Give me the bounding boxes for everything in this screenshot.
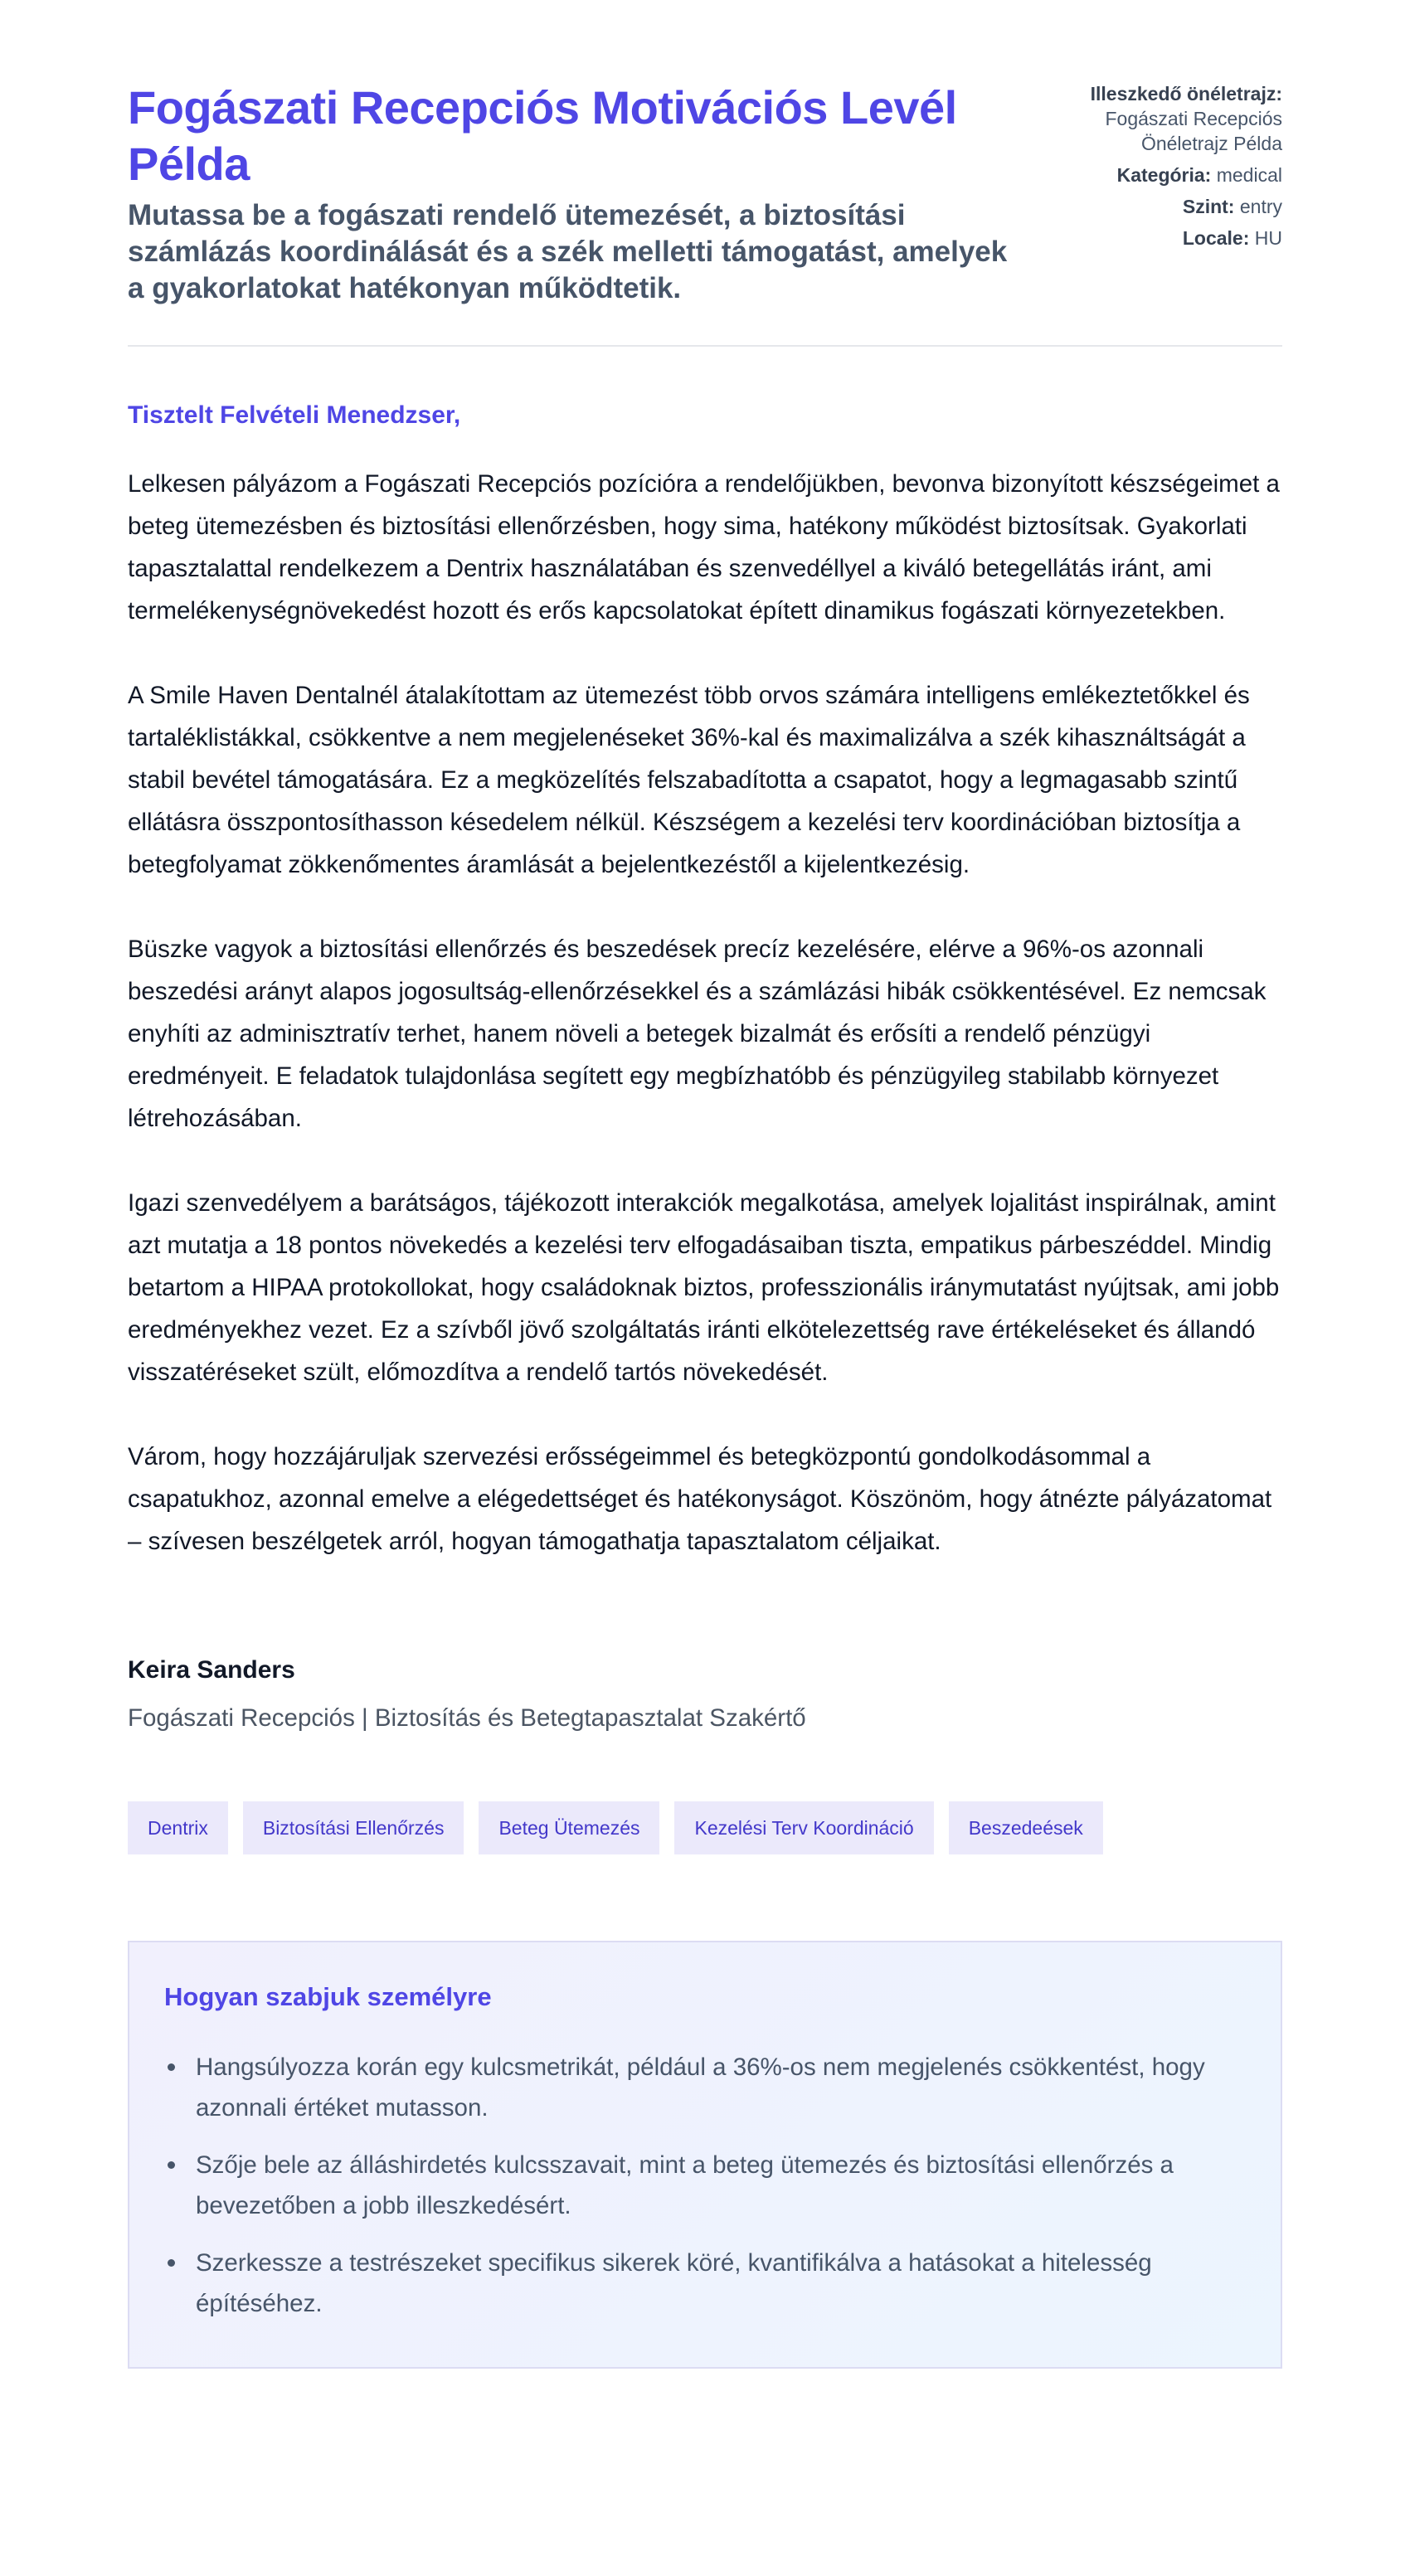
meta-info — [1033, 80, 1282, 257]
letter-paragraph: Büszke vagyok a biztosítási ellenőrzés és beszedések precíz kezelésére, elérve a 96%-os azonnali beszedési arányt alapos jogosultság-ellenőrzésekkel és a számlázási hibák csökkentésével. Ez nemcsak enyhíti az adminisztratív terhet, hanem növeli a betegek bizalmát és erősíti a rendelő pénzügyi eredményeit. E feladatok tulajdonlása segített egy megbízhatóbb és pénzügyileg stabilabb környezet létrehozásában. — [128, 936, 1267, 1132]
bullet-icon — [168, 2259, 175, 2267]
header-titles — [128, 80, 1023, 307]
letter-paragraph: Igazi szenvedélyem a barátságos, tájékozott interakciók megalkotása, amelyek lojalitást inspirálnak, amint azt mutatja a 18 pontos növekedés a kezelési terv elfogadásaiban tiszta, empatikus párbeszéddel. Mindig betartom a HIPAA protokollokat, hogy családoknak biztos, professzionális iránymutatást nyújtsak, ami jobb eredményekhez vezet. Ez a szívből jövő szolgáltatás iránti elkötelezettség rave értékeléseket és állandó visszatéréseket szült, előmozdítva a rendelő tartós növekedését. — [128, 1189, 1280, 1386]
signature-block — [128, 1654, 1282, 1735]
letter-paragraph: A Smile Haven Dentalnél átalakítottam az ütemezést több orvos számára intelligens emlékeztetőkkel és tartaléklistákkal, csökkentve a nem megjelenéseket 36%-kal és maximalizálva a szék kihasználtságát a stabil bevétel támogatására. Ez a megközelítés felszabadította a csapatot, hogy a legmagasabb szintű ellátásra összpontosíthasson késedelem nélkül. Készségem a kezelési terv koordinációban biztosítja a betegfolyamat zökkenőmentes áramlását a bejelentkezéstől a kijelentkezésig. — [128, 682, 1250, 878]
meta-level-value: entry — [1239, 196, 1282, 217]
skill-tag: Beszedeések — [949, 1801, 1103, 1854]
bullet-icon — [168, 2063, 175, 2071]
signature-title: Fogászati Recepciós | Biztosítás és Betegtapasztalat Szakértő — [128, 1704, 806, 1732]
meta-level — [1033, 194, 1282, 219]
letter-paragraph: Lelkesen pályázom a Fogászati Recepciós pozícióra a rendelőjükben, bevonva bizonyított készségeimet a beteg ütemezésben és biztosítási ellenőrzésben, hogy sima, hatékony működést biztosítsak. Gyakorlati tapasztalattal rendelkezem a Dentrix használatában és szenvedéllyel a kiváló betegellátás iránt, ami termelékenységnövekedést hozott és erős kapcsolatokat épített dinamikus fogászati környezetekben. — [128, 470, 1280, 625]
salutation: Tisztelt Felvételi Menedzser, — [128, 401, 461, 429]
tip-text: Hangsúlyozza korán egy kulcsmetrikát, például a 36%-os nem megjelenés csökkentést, hogy azonnali értéket mutasson. — [196, 2054, 1205, 2122]
page-title: Fogászati Recepciós Motivációs Levél Példa — [128, 81, 957, 190]
meta-locale-value: HU — [1254, 227, 1282, 249]
meta-category-label: Kategória: — [1116, 164, 1212, 186]
meta-locale — [1033, 226, 1282, 250]
page-header — [128, 80, 1282, 347]
tip-item — [164, 2243, 1246, 2324]
meta-locale-label: Locale: — [1182, 227, 1250, 249]
tips-list — [164, 2047, 1246, 2324]
personalization-tips — [128, 1941, 1282, 2369]
letter-paragraph: Várom, hogy hozzájáruljak szervezési erősségeimmel és betegközpontú gondolkodásommal a csapatukhoz, azonnal emelve a elégedettséget és hatékonyságot. Köszönöm, hogy átnézte pályázatomat – szívesen beszélgetek arról, hogyan támogathatja tapasztalatom céljaikat. — [128, 1443, 1272, 1555]
tip-item — [164, 2047, 1246, 2128]
meta-category — [1033, 163, 1282, 187]
skill-tag: Dentrix — [128, 1801, 228, 1854]
meta-resume-label: Illeszkedő önéletrajz: — [1090, 83, 1282, 104]
meta-category-value: medical — [1216, 164, 1282, 186]
tip-text: Szője bele az álláshirdetés kulcsszavait, mint a beteg ütemezés és biztosítási ellenőrzés a bevezetőben a jobb illeszkedésért. — [196, 2151, 1174, 2219]
meta-resume — [1033, 81, 1282, 156]
page-subtitle: Mutassa be a fogászati rendelő ütemezését, a biztosítási számlázás koordinálását és a szék melletti támogatást, amelyek a gyakorlatokat hatékonyan működtetik. — [128, 199, 1008, 304]
letter-body — [128, 347, 1282, 1735]
bullet-icon — [168, 2161, 175, 2169]
meta-level-label: Szint: — [1182, 196, 1235, 217]
skill-tag: Beteg Ütemezés — [479, 1801, 659, 1854]
skill-tag: Kezelési Terv Koordináció — [674, 1801, 933, 1854]
tips-title: Hogyan szabjuk személyre — [164, 1982, 492, 2011]
skill-tag: Biztosítási Ellenőrzés — [243, 1801, 464, 1854]
signature-name: Keira Sanders — [128, 1656, 295, 1684]
tip-text: Szerkessze a testrészeket specifikus sikerek köré, kvantifikálva a hatásokat a hitelesség építéséhez. — [196, 2249, 1152, 2317]
meta-resume-value[interactable]: Fogászati Recepciós Önéletrajz Példa — [1105, 108, 1282, 154]
tip-item — [164, 2145, 1246, 2226]
skill-tags — [128, 1801, 1282, 1854]
